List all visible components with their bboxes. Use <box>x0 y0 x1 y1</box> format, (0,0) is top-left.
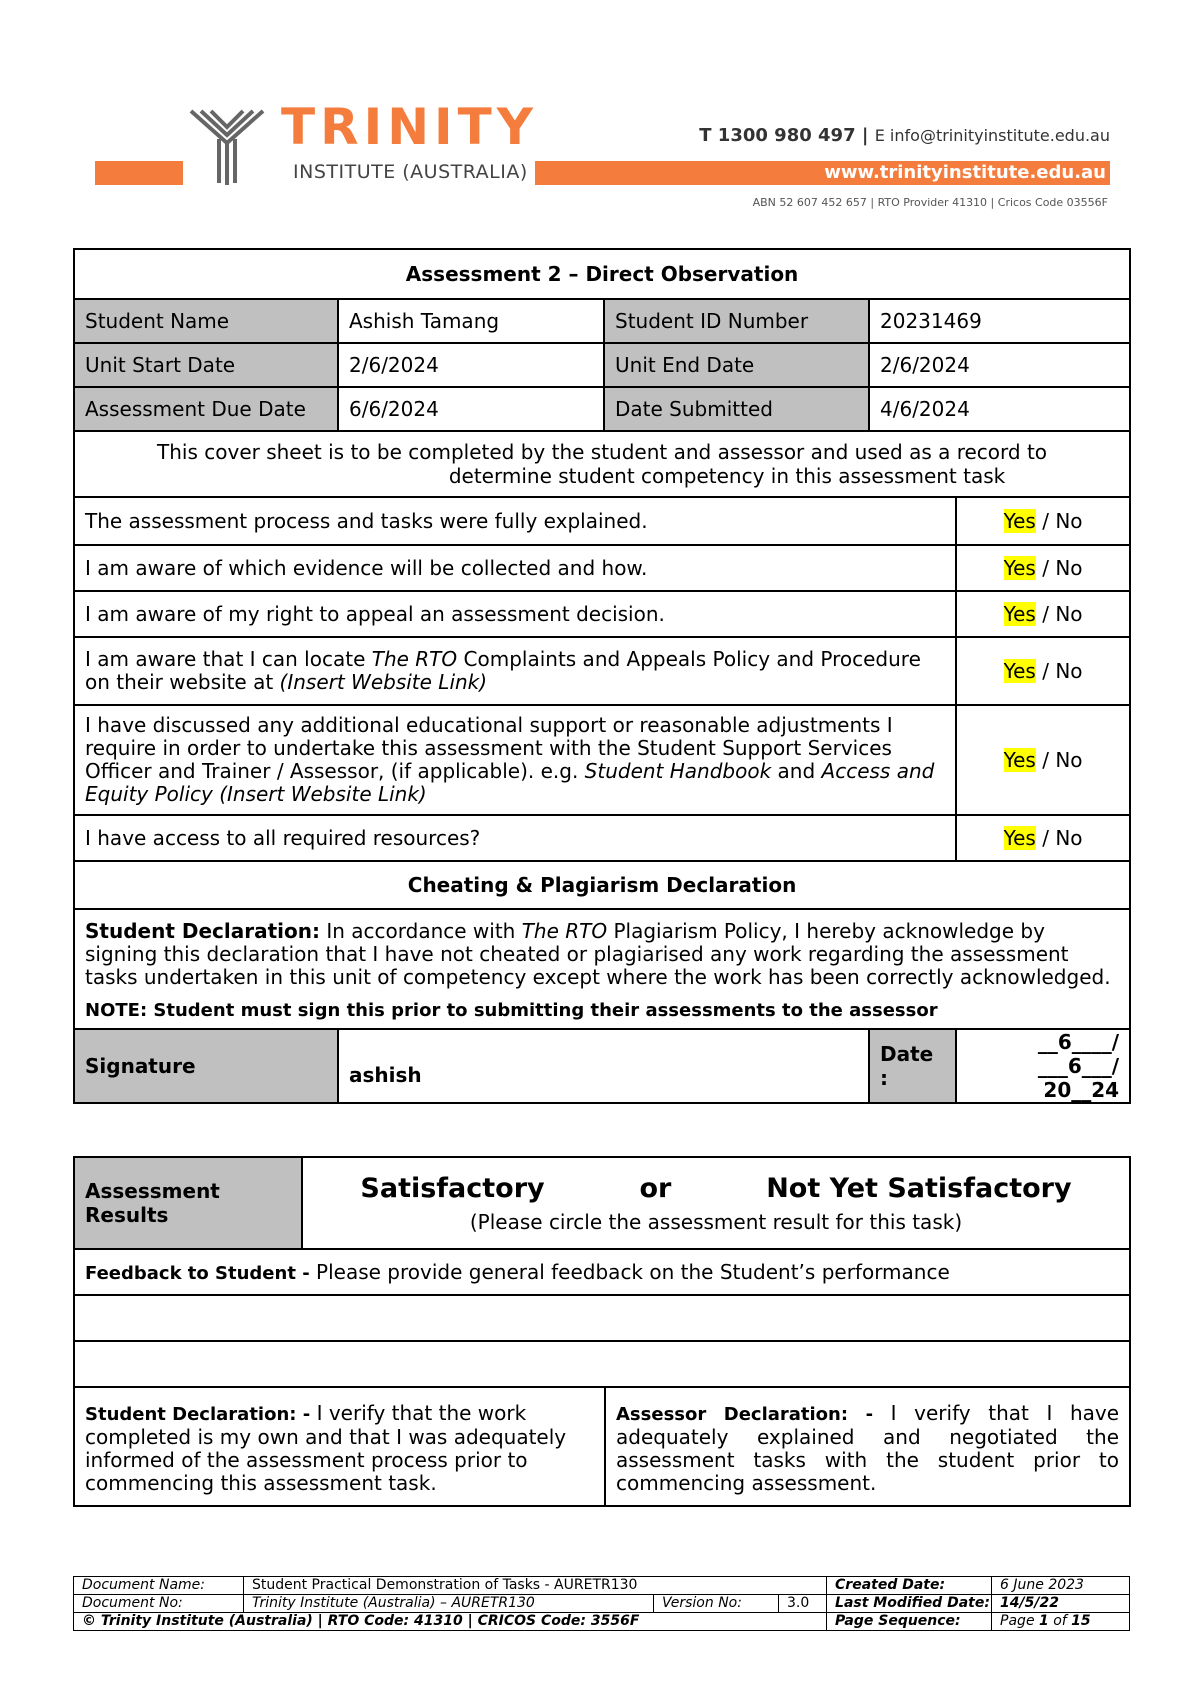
email-link[interactable]: E info@trinityinstitute.edu.au <box>874 126 1110 145</box>
yes-option[interactable]: Yes <box>1003 659 1036 683</box>
results-instruction: (Please circle the assessment result for this task) <box>469 1209 963 1234</box>
yes-no-choice[interactable] <box>956 637 1130 705</box>
no-option[interactable]: No <box>1055 602 1083 626</box>
page-number: 1 <box>1039 1613 1049 1629</box>
q4-text-c: Complaints and Appeals Policy and Procedure on their website at <box>85 647 921 694</box>
contact-line <box>699 125 1110 146</box>
yes-no-choice[interactable] <box>956 705 1130 815</box>
assessment-cover-table <box>73 248 1131 1104</box>
version-label: Version No: <box>654 1595 779 1613</box>
brand-bar-left <box>95 161 183 185</box>
form-title: Assessment 2 – Direct Observation <box>74 249 1130 299</box>
not-yet-satisfactory-option[interactable]: Not Yet Satisfactory <box>766 1172 1072 1204</box>
contact-separator: | <box>861 125 869 146</box>
yes-no-separator: / <box>1042 509 1049 533</box>
feedback-line-1[interactable] <box>74 1295 1130 1341</box>
q4-rto: The RTO <box>371 647 458 671</box>
yes-option[interactable]: Yes <box>1003 748 1036 772</box>
logo-wordmark: TRINITY <box>281 98 538 156</box>
or-text: or <box>639 1172 672 1204</box>
date-line-2: 20__24 <box>1043 1078 1120 1102</box>
date-submitted-label: Date Submitted <box>604 387 869 431</box>
document-footer <box>73 1576 1130 1631</box>
checklist-question <box>74 637 956 705</box>
due-date-field[interactable]: 6/6/2024 <box>338 387 604 431</box>
created-date: 6 June 2023 <box>992 1577 1130 1595</box>
feedback-line-2[interactable] <box>74 1341 1130 1387</box>
doc-name: Student Practical Demonstration of Tasks - AURETR130 <box>244 1577 827 1595</box>
student-final-declaration <box>74 1387 605 1506</box>
assessment-results-table <box>73 1156 1131 1507</box>
page-total: 15 <box>1071 1613 1091 1629</box>
unit-start-field[interactable]: 2/6/2024 <box>338 343 604 387</box>
signature-label: Signature <box>74 1029 338 1103</box>
cover-note-line-2: determine student competency in this assessment task <box>448 464 1006 488</box>
plagiarism-text-c: Plagiarism Policy, I hereby acknowledge by signing this declaration that I have not cheated or plagiarised any work regarding the assessment tasks undertaken in this unit of competency except where the work has been correctly acknowledged. <box>85 919 1111 989</box>
no-option[interactable]: No <box>1055 509 1083 533</box>
student-decl-label: Student Declaration: - <box>85 1404 311 1425</box>
q5-text-c: and <box>771 759 822 783</box>
student-name-label: Student Name <box>74 299 338 343</box>
website-link[interactable]: www.trinityinstitute.edu.au <box>824 162 1106 183</box>
abn-line: ABN 52 607 452 657 | RTO Provider 41310 | Cricos Code 03556F <box>752 196 1108 209</box>
student-decl-text: I verify that the work completed is my own and that I was adequately informed of the assessment process prior to commencing this assessment task. <box>85 1401 567 1495</box>
page-sequence-label: Page Sequence: <box>827 1613 992 1631</box>
phone-text: T 1300 980 497 <box>699 125 856 146</box>
plagiarism-label: Student Declaration: <box>85 919 320 943</box>
date-label: Date : <box>869 1029 956 1103</box>
created-label: Created Date: <box>827 1577 992 1595</box>
plagiarism-text-a: In accordance with <box>319 919 522 943</box>
q4-link: (Insert Website Link) <box>279 670 488 694</box>
yes-no-separator: / <box>1042 659 1049 683</box>
modified-date: 14/5/22 <box>992 1595 1130 1613</box>
page-sequence <box>992 1613 1130 1631</box>
version-number: 3.0 <box>779 1595 827 1613</box>
checklist-question: I am aware of which evidence will be collected and how. <box>74 545 956 591</box>
date-line-1: __6____/ ___6___/ <box>1037 1030 1120 1078</box>
checklist-question: I have access to all required resources? <box>74 815 956 861</box>
yes-no-choice[interactable] <box>956 497 1130 545</box>
student-id-label: Student ID Number <box>604 299 869 343</box>
signature-field[interactable]: ashish <box>338 1029 869 1103</box>
yes-option[interactable]: Yes <box>1003 556 1036 580</box>
results-label: Assessment Results <box>74 1157 302 1249</box>
yes-option[interactable]: Yes <box>1003 826 1036 850</box>
logo-subtitle: INSTITUTE (AUSTRALIA) <box>289 159 532 185</box>
doc-no: Trinity Institute (Australia) – AURETR130 <box>244 1595 654 1613</box>
no-option[interactable]: No <box>1055 556 1083 580</box>
results-choice <box>302 1157 1130 1249</box>
unit-end-label: Unit End Date <box>604 343 869 387</box>
modified-label: Last Modified Date: <box>827 1595 992 1613</box>
yes-no-separator: / <box>1042 826 1049 850</box>
yes-option[interactable]: Yes <box>1003 602 1036 626</box>
plagiarism-declaration <box>74 909 1130 1029</box>
plagiarism-note: NOTE: Student must sign this prior to submitting their assessments to the assessor <box>85 1000 938 1021</box>
yes-no-choice[interactable] <box>956 815 1130 861</box>
yes-option[interactable]: Yes <box>1003 509 1036 533</box>
signature-date-field[interactable] <box>956 1029 1130 1103</box>
trinity-logo-icon <box>187 105 267 187</box>
feedback-label: Feedback to Student - <box>85 1263 310 1284</box>
doc-no-label: Document No: <box>74 1595 244 1613</box>
yes-no-separator: / <box>1042 602 1049 626</box>
feedback-prompt: Please provide general feedback on the Student’s performance <box>309 1260 950 1284</box>
checklist-question: I am aware of my right to appeal an assessment decision. <box>74 591 956 637</box>
student-name-field[interactable]: Ashish Tamang <box>338 299 604 343</box>
no-option[interactable]: No <box>1055 826 1083 850</box>
yes-no-separator: / <box>1042 748 1049 772</box>
checklist-question: The assessment process and tasks were fully explained. <box>74 497 956 545</box>
page-prefix: Page <box>1000 1613 1040 1629</box>
plagiarism-title: Cheating & Plagiarism Declaration <box>74 861 1130 909</box>
copyright-line: © Trinity Institute (Australia) | RTO Code: 41310 | CRICOS Code: 3556F <box>74 1613 827 1631</box>
feedback-heading <box>74 1249 1130 1295</box>
unit-start-label: Unit Start Date <box>74 343 338 387</box>
q5-text-a: I have discussed any additional educational support or reasonable adjustments I require in order to undertake this assessment with the Student Support Services Officer and Trainer / Assessor, (if applicable). e.g. <box>85 713 893 783</box>
q4-text-a: I am aware that I can locate <box>85 647 372 671</box>
plagiarism-rto: The RTO <box>521 919 608 943</box>
doc-name-label: Document Name: <box>74 1577 244 1595</box>
yes-no-separator: / <box>1042 556 1049 580</box>
yes-no-choice[interactable] <box>956 591 1130 637</box>
due-date-label: Assessment Due Date <box>74 387 338 431</box>
cover-note <box>74 431 1130 497</box>
yes-no-choice[interactable] <box>956 545 1130 591</box>
date-submitted-field[interactable]: 4/6/2024 <box>869 387 1130 431</box>
no-option[interactable]: No <box>1055 659 1083 683</box>
q5-handbook: Student Handbook <box>584 759 772 783</box>
page-of: of <box>1048 1613 1072 1629</box>
assessor-decl-label: Assessor Declaration: - <box>616 1404 874 1425</box>
q5-policy: Access and Equity Policy (Insert Website Link) <box>85 759 935 806</box>
no-option[interactable]: No <box>1055 748 1083 772</box>
student-id-field[interactable]: 20231469 <box>869 299 1130 343</box>
assessor-final-declaration <box>605 1387 1130 1506</box>
assessor-decl-text: I verify that I have adequately explained and negotiated the assessment tasks with the student prior to commencing assessment. <box>616 1401 1120 1495</box>
letterhead <box>95 95 1110 215</box>
checklist-question <box>74 705 956 815</box>
satisfactory-option[interactable]: Satisfactory <box>360 1172 545 1204</box>
cover-note-line-1: This cover sheet is to be completed by the student and assessor and used as a record to <box>157 440 1048 464</box>
unit-end-field[interactable]: 2/6/2024 <box>869 343 1130 387</box>
